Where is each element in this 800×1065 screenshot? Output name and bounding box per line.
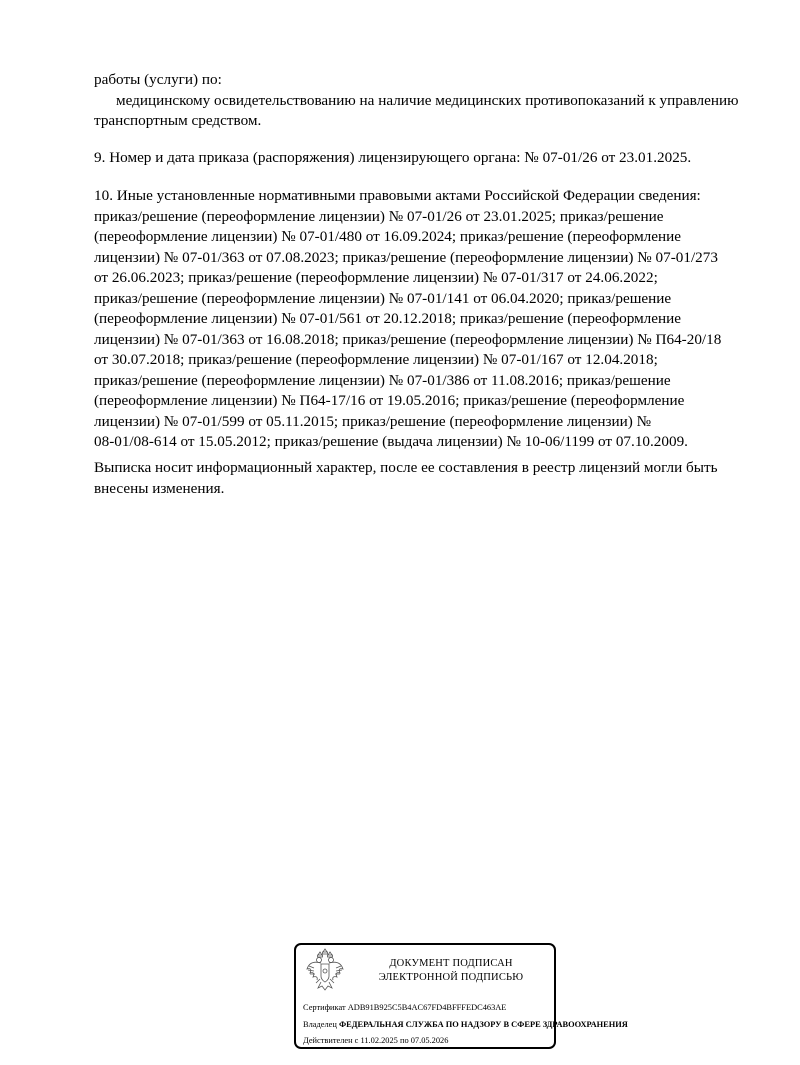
other-info-line: от 26.06.2023; приказ/решение (переоформление лицензии) № 07-01/317 от 24.06.2022; (94, 269, 658, 286)
stamp-title-line: ДОКУМЕНТ ПОДПИСАН (389, 958, 513, 969)
other-info-line: приказ/решение (переоформление лицензии) № 07-01/26 от 23.01.2025; приказ/решение (94, 207, 664, 225)
other-info-line: приказ/решение (переоформление лицензии) № 07-01/141 от 06.04.2020; приказ/решение (94, 289, 672, 307)
certificate-label: Сертификат (303, 1003, 346, 1012)
other-info-line: 08-01/08-614 от 15.05.2012; приказ/решение (выдача лицензии) № 10-06/1199 от 07.10.2009. (94, 433, 688, 450)
other-info-line: лицензии) № 07-01/599 от 05.11.2015; приказ/решение (переоформление лицензии) № (94, 412, 652, 430)
order-section (94, 148, 764, 169)
validity-line: Действителен с 11.02.2025 по 07.05.2026 (303, 1036, 449, 1045)
services-line: транспортным средством. (94, 112, 262, 129)
disclaimer-section (94, 458, 764, 499)
services-heading: работы (услуги) по: (94, 71, 222, 88)
services-section (94, 70, 764, 132)
other-info-line: лицензии) № 07-01/363 от 07.08.2023; приказ/решение (переоформление лицензии) № 07-01/273 (94, 248, 718, 266)
disclaimer-line: Выписка носит информационный характер, после ее составления в реестр лицензий могли быть (94, 459, 718, 476)
owner-label: Владелец (303, 1020, 337, 1029)
owner-line (303, 1019, 628, 1030)
other-info-section (94, 186, 764, 453)
disclaimer-line: внесены изменения. (94, 479, 225, 497)
certificate-value: ADB91B925C5B4AC67FD4BFFFEDC463AE (347, 1003, 507, 1012)
other-info-line: (переоформление лицензии) № 07-01/561 от 20.12.2018; приказ/решение (переоформление (94, 310, 681, 327)
electronic-signature-stamp (294, 943, 628, 1049)
order-line: 9. Номер и дата приказа (распоряжения) лицензирующего органа: № 07-01/26 от 23.01.2025. (94, 149, 692, 166)
other-info-line: от 30.07.2018; приказ/решение (переоформление лицензии) № 07-01/167 от 12.04.2018; (94, 351, 658, 368)
owner-value: ФЕДЕРАЛЬНАЯ СЛУЖБА ПО НАДЗОРУ В СФЕРЕ ЗДРАВООХРАНЕНИЯ (338, 1020, 628, 1029)
services-line: медицинскому освидетельствованию на наличие медицинских противопоказаний к управлению (116, 91, 739, 109)
other-info-heading: 10. Иные установленные нормативными правовыми актами Российской Федерации сведения: (94, 187, 701, 204)
certificate-line (303, 1002, 506, 1013)
coat-of-arms-icon (304, 949, 346, 995)
stamp-title (354, 957, 548, 984)
other-info-line: (переоформление лицензии) № П64-17/16 от 19.05.2016; приказ/решение (переоформление (94, 392, 685, 409)
stamp-title-line: ЭЛЕКТРОННОЙ ПОДПИСЬЮ (378, 971, 524, 983)
other-info-line: лицензии) № 07-01/363 от 16.08.2018; приказ/решение (переоформление лицензии) № П64-20/18 (94, 330, 722, 348)
other-info-line: (переоформление лицензии) № 07-01/480 от 16.09.2024; приказ/решение (переоформление (94, 228, 681, 245)
other-info-line: приказ/решение (переоформление лицензии) № 07-01/386 от 11.08.2016; приказ/решение (94, 371, 671, 389)
